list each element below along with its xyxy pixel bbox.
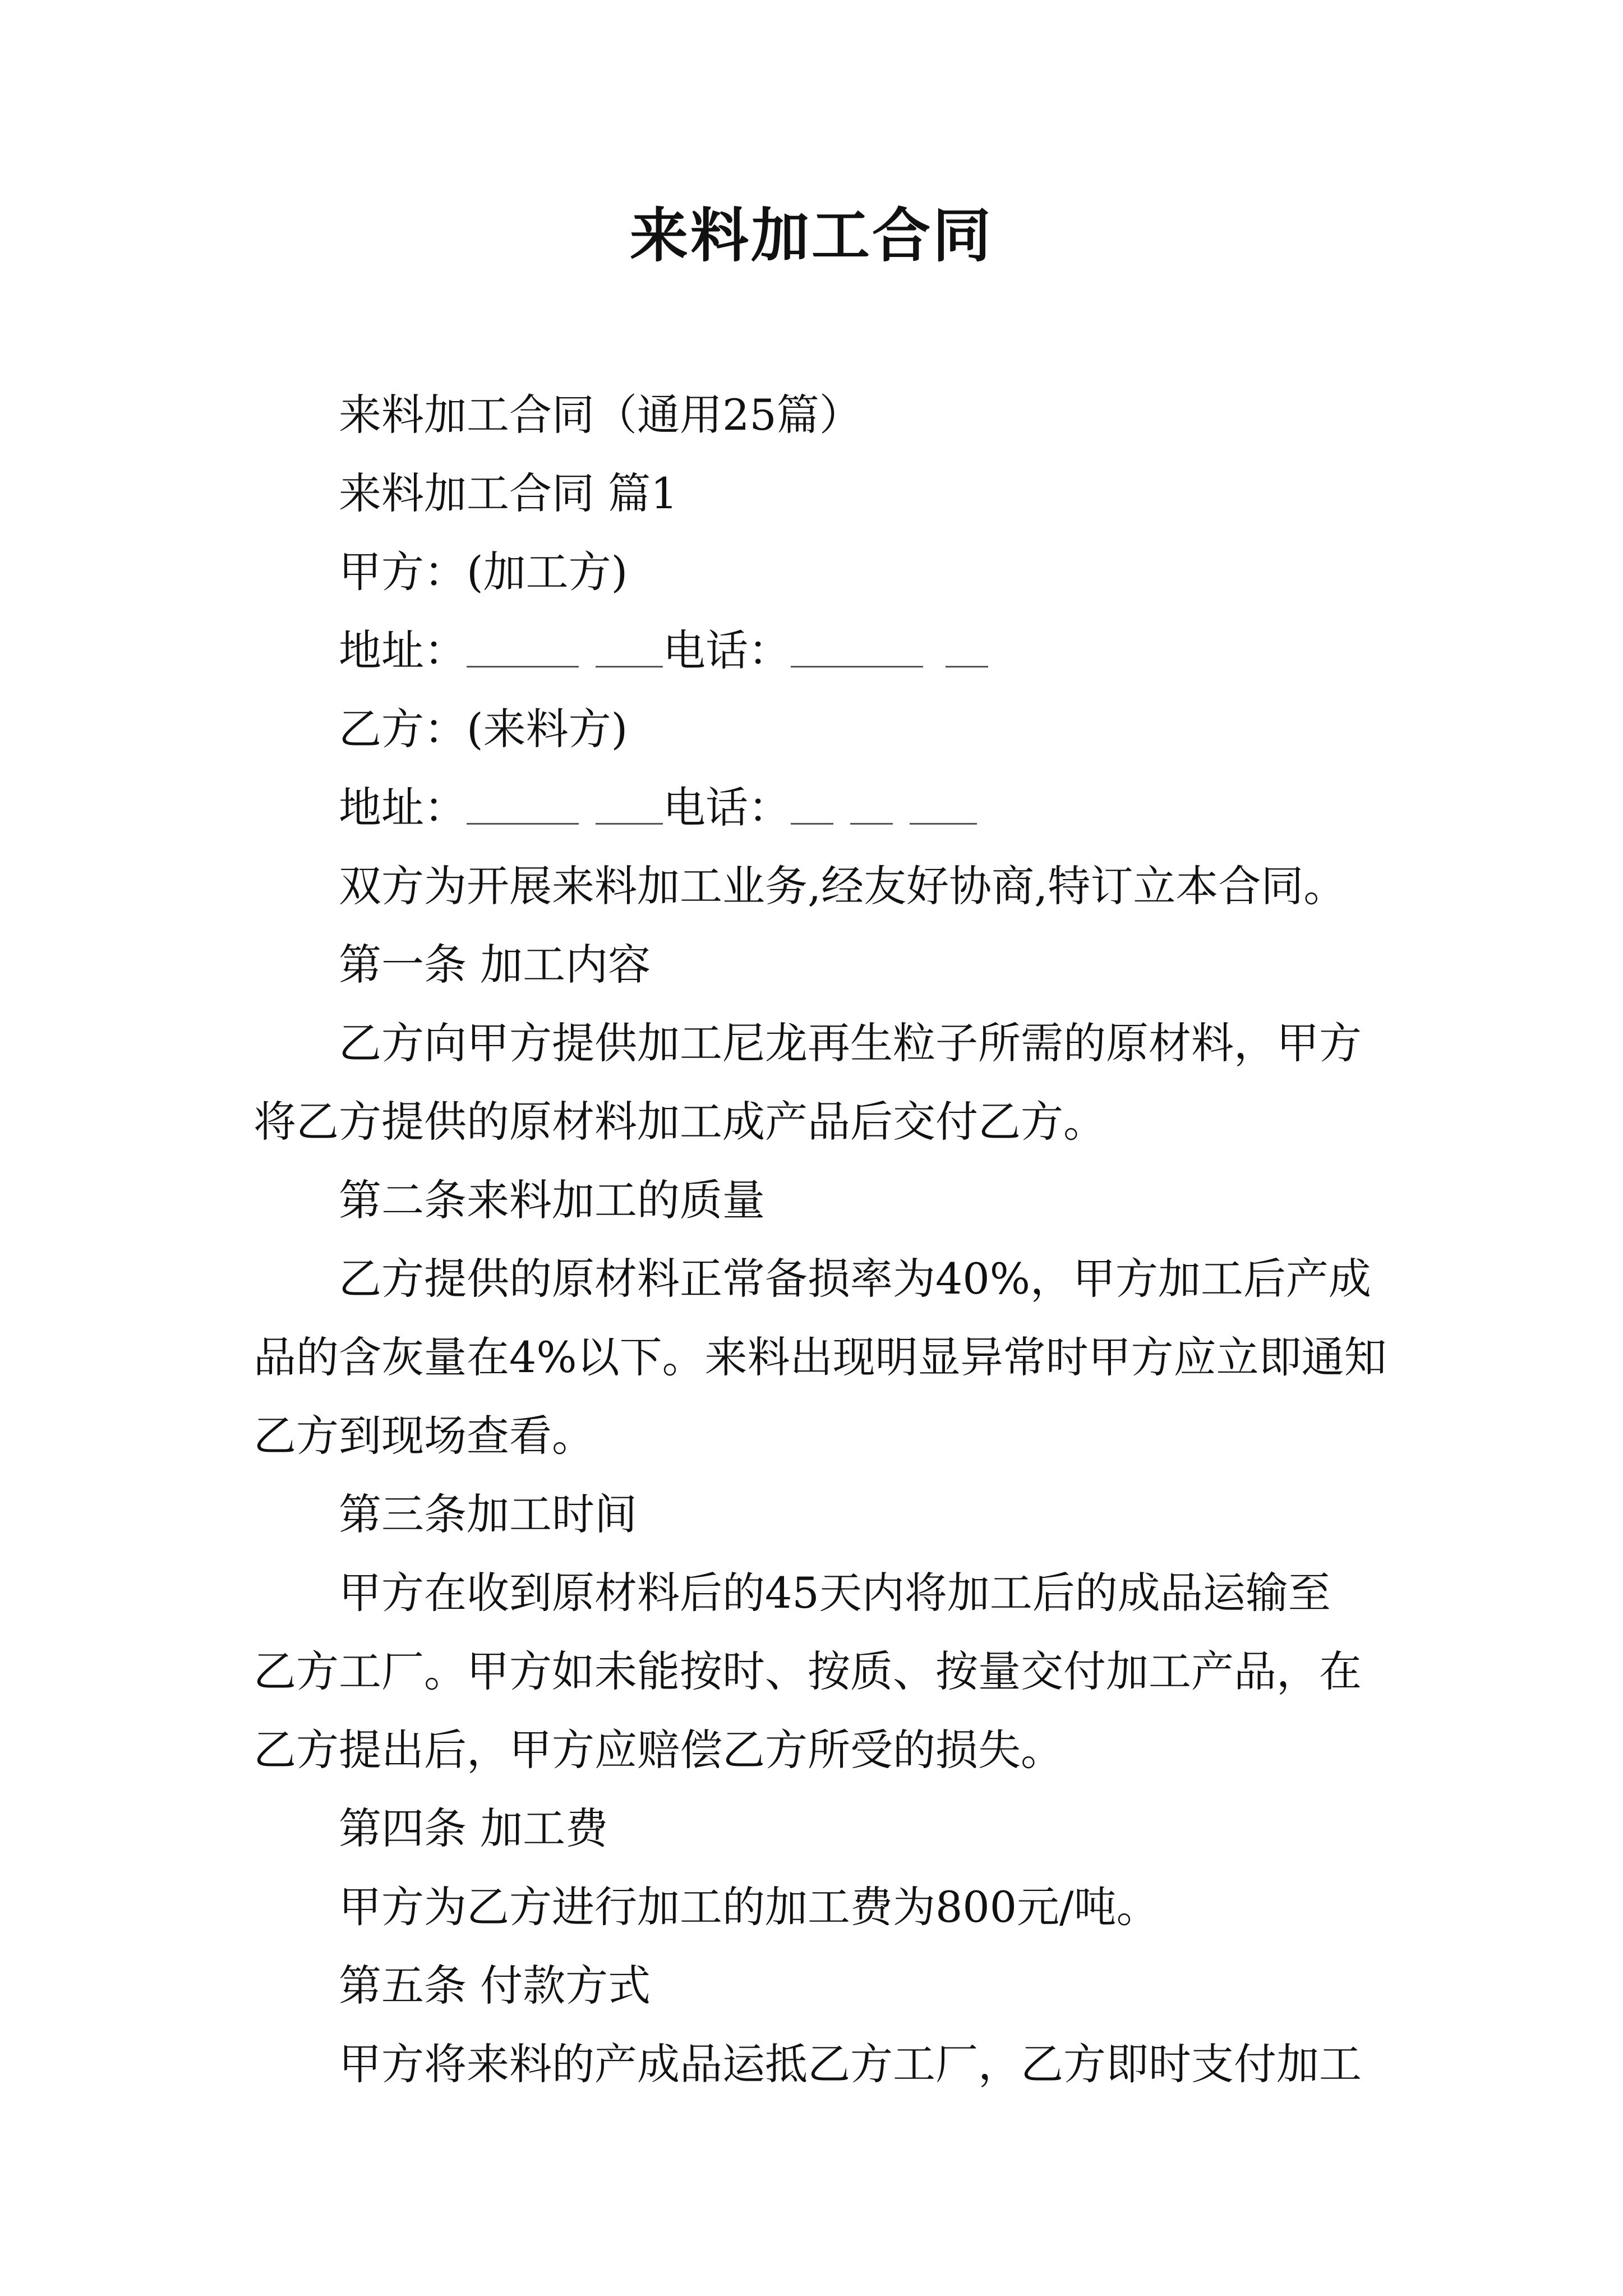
paragraph-text: 双方为开展来料加工业务,经友好协商,特订立本合同。: [339, 861, 1347, 911]
paragraph-text: 乙方向甲方提供加工尼龙再生粒子所需的原材料，甲方: [339, 1018, 1362, 1068]
address-blank: [596, 632, 663, 668]
party-a-line: 甲方：(加工方): [339, 547, 628, 597]
paragraph-text: 乙方工厂。甲方如未能按时、按质、按量交付加工产品，在: [253, 1646, 1362, 1696]
paragraph-text: 甲方为乙方进行加工的加工费为800元/吨。: [339, 1882, 1159, 1932]
paragraph-text: 品的含灰量在4%以下。来料出现明显异常时甲方应立即通知: [253, 1332, 1387, 1382]
party-b-line: 乙方：(来料方): [339, 704, 628, 754]
section-heading: 第二条来料加工的质量: [339, 1175, 765, 1225]
phone-blank: [946, 632, 988, 668]
section-heading: 第一条 加工内容: [339, 940, 651, 990]
phone-label: 电话：: [663, 625, 791, 675]
document-body: [253, 376, 1387, 2104]
section-heading: 第三条加工时间: [339, 1489, 637, 1539]
section-heading: 第四条 加工费: [339, 1803, 608, 1853]
paragraph-text: 乙方提出后，甲方应赔偿乙方所受的损失。: [253, 1725, 1063, 1775]
paragraph-text: 甲方在收到原材料后的45天内将加工后的成品运输至: [339, 1568, 1331, 1618]
party-a-contact-line: [253, 611, 1375, 690]
phone-blank: [791, 789, 833, 825]
paragraph-text: 甲方将来料的产成品运抵乙方工厂，乙方即时支付加工: [339, 2039, 1362, 2089]
phone-blank: [910, 789, 977, 825]
party-b-contact-line: [253, 769, 1375, 847]
address-blank: [596, 789, 663, 825]
phone-blank: [791, 632, 923, 668]
address-blank: [467, 632, 579, 668]
paragraph-text: 将乙方提供的原材料加工成产品后交付乙方。: [253, 1097, 1106, 1147]
section-heading: 来料加工合同 篇1: [339, 468, 678, 518]
document-title: 来料加工合同: [629, 201, 993, 270]
subtitle-line: 来料加工合同（通用25篇）: [339, 390, 862, 440]
section-heading: 第五条 付款方式: [339, 1961, 651, 2010]
phone-label: 电话：: [663, 783, 791, 832]
address-label: 地址：: [339, 783, 467, 832]
paragraph-text: 乙方提供的原材料正常备损率为40%，甲方加工后产成: [339, 1254, 1371, 1304]
address-label: 地址：: [339, 625, 467, 675]
phone-blank: [850, 789, 893, 825]
address-blank: [467, 789, 579, 825]
paragraph-text: 乙方到现场查看。: [253, 1411, 594, 1461]
